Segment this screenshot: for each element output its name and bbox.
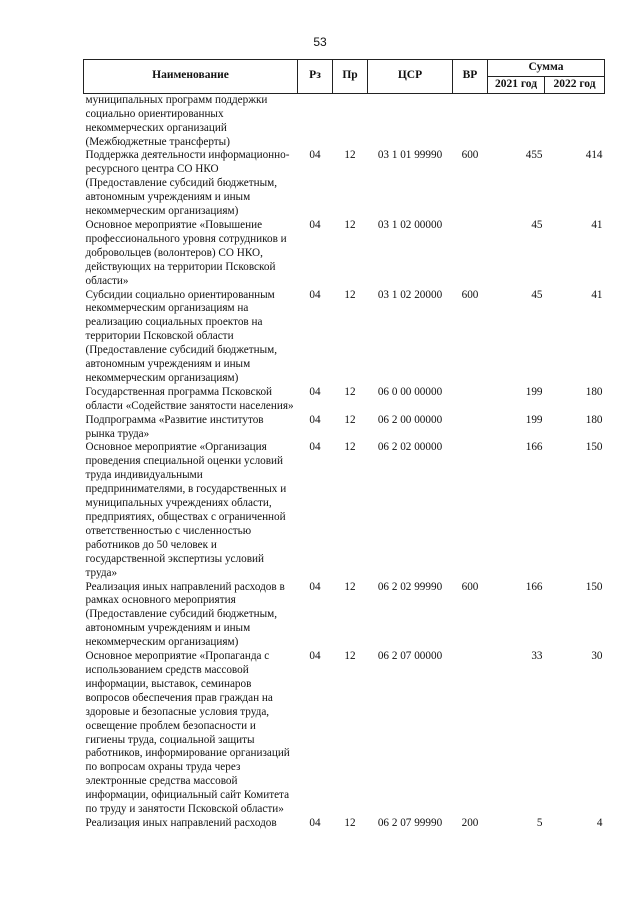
table-row: [84, 289, 605, 386]
cell-y2022: 414: [585, 149, 603, 162]
cell-vr: [453, 386, 488, 414]
table-row: [84, 650, 605, 817]
cell-pr: 12: [344, 218, 356, 231]
cell-name: Реализация иных направлений расходов в рамках основного мероприятия (Предоставление субсидий бюджетным, автономным учреждениям и иным некоммерческим организациям): [85, 580, 285, 649]
cell-y2022: 180: [585, 413, 603, 426]
cell-csr: 06 0 00 00000: [377, 385, 443, 398]
cell-vr: [453, 650, 488, 817]
cell-name: Основное мероприятие «Повышение профессионального уровня сотрудников и добровольцев (волонтеров) СО НКО, действующих на территории Псковской области»: [85, 218, 287, 287]
cell-y2022: 41: [591, 288, 603, 301]
cell-y2021: 199: [525, 385, 543, 398]
cell-rz: 04: [309, 288, 321, 301]
cell-name: муниципальных программ поддержки социально ориентированных некоммерческих организаций (Межбюджетные трансферты): [85, 93, 268, 148]
cell-pr: 12: [344, 650, 356, 663]
cell-pr: 12: [344, 288, 356, 301]
cell-csr: 06 2 02 00000: [377, 441, 443, 454]
cell-csr: 06 2 07 00000: [377, 650, 443, 663]
table-row: [84, 386, 605, 414]
header-sum: Сумма: [488, 60, 605, 77]
cell-rz: 04: [309, 650, 321, 663]
table-row: [84, 414, 605, 442]
table-row: [84, 817, 605, 831]
cell-vr: [453, 441, 488, 580]
cell-name: Подпрограмма «Развитие институтов рынка труда»: [85, 413, 264, 440]
cell-y2021: 45: [531, 288, 543, 301]
cell-y2022: 4: [596, 816, 603, 829]
cell-csr: [368, 93, 453, 149]
cell-name: Основное мероприятие «Пропаганда с использованием средств массовой информации, выставок, семинаров вопросов обеспечения прав граждан на здоровые и безопасные условия труда, освещение проблем безопасности и гигиены труда, социальной защиты работников, информирование организаций по вопросам охраны труда через электронные средства массовой информации, официальный сайт Комитета по труду и занятости Псковской области»: [85, 650, 290, 816]
cell-pr: [333, 93, 368, 149]
cell-y2022: 150: [585, 580, 603, 593]
header-rz: Рз: [298, 60, 333, 94]
cell-name: Субсидии социально ориентированным некоммерческим организациям на реализацию социальных проектов на территории Псковской области (Предоставление субсидий бюджетным, автономным учреждениям и иным некоммерческим организациям): [85, 288, 278, 384]
header-pr: Пр: [333, 60, 368, 94]
cell-vr: [453, 414, 488, 442]
cell-rz: 04: [309, 385, 321, 398]
cell-y2021: 166: [525, 441, 543, 454]
cell-vr: [453, 219, 488, 289]
cell-y2021: 5: [536, 816, 543, 829]
budget-table: [83, 59, 605, 831]
cell-rz: 04: [309, 218, 321, 231]
cell-pr: 12: [344, 580, 356, 593]
cell-pr: 12: [344, 441, 356, 454]
cell-y2021: 199: [525, 413, 543, 426]
cell-csr: 06 2 00 00000: [377, 413, 443, 426]
cell-pr: 12: [344, 385, 356, 398]
cell-csr: 06 2 02 99990: [377, 580, 443, 593]
cell-y2022: 180: [585, 385, 603, 398]
cell-csr: 03 1 02 20000: [377, 288, 443, 301]
cell-name: Реализация иных направлений расходов: [85, 816, 277, 829]
cell-y2021: 455: [525, 149, 543, 162]
table-body: [84, 93, 605, 831]
cell-y2022: [545, 93, 605, 149]
cell-name: Основное мероприятие «Организация проведения специальной оценки условий труда индивидуальными предпринимателями, в государственных и муниципальных учреждениях области, предприятиях, обществах с ограниченной ответственностью с численностью работников до 50 человек и государственной экспертизы условий труда»: [85, 441, 287, 579]
cell-y2022: 150: [585, 441, 603, 454]
cell-y2022: 30: [591, 650, 603, 663]
cell-rz: [298, 93, 333, 149]
table-row: [84, 149, 605, 219]
table-row: [84, 93, 605, 149]
cell-y2022: 41: [591, 218, 603, 231]
table-row: [84, 441, 605, 580]
cell-csr: 03 1 01 99990: [377, 149, 443, 162]
cell-rz: 04: [309, 580, 321, 593]
cell-name: Поддержка деятельности информационно-ресурсного центра СО НКО (Предоставление субсидий бюджетным, автономным учреждениям и иным некоммерческим организациям): [85, 149, 290, 218]
cell-rz: 04: [309, 413, 321, 426]
cell-y2021: 33: [531, 650, 543, 663]
table-row: [84, 219, 605, 289]
table-row: [84, 581, 605, 651]
page-number: 53: [313, 35, 327, 49]
table-header: [84, 60, 605, 94]
cell-y2021: 166: [525, 580, 543, 593]
cell-y2021: [488, 93, 545, 149]
cell-pr: 12: [344, 413, 356, 426]
cell-vr: 600: [461, 580, 479, 593]
header-year-2022: 2022 год: [545, 76, 605, 93]
cell-csr: 03 1 02 00000: [377, 218, 443, 231]
cell-vr: [453, 93, 488, 149]
cell-vr: 200: [461, 816, 479, 829]
header-vr: ВР: [453, 60, 488, 94]
header-name: Наименование: [84, 60, 298, 94]
header-year-2021: 2021 год: [488, 76, 545, 93]
cell-csr: 06 2 07 99990: [377, 816, 443, 829]
header-csr: ЦСР: [368, 60, 453, 94]
cell-y2021: 45: [531, 218, 543, 231]
cell-rz: 04: [309, 441, 321, 454]
cell-rz: 04: [309, 149, 321, 162]
cell-pr: 12: [344, 816, 356, 829]
cell-vr: 600: [461, 149, 479, 162]
cell-vr: 600: [461, 288, 479, 301]
cell-pr: 12: [344, 149, 356, 162]
cell-rz: 04: [309, 816, 321, 829]
cell-name: Государственная программа Псковской области «Содействие занятости населения»: [85, 385, 294, 412]
